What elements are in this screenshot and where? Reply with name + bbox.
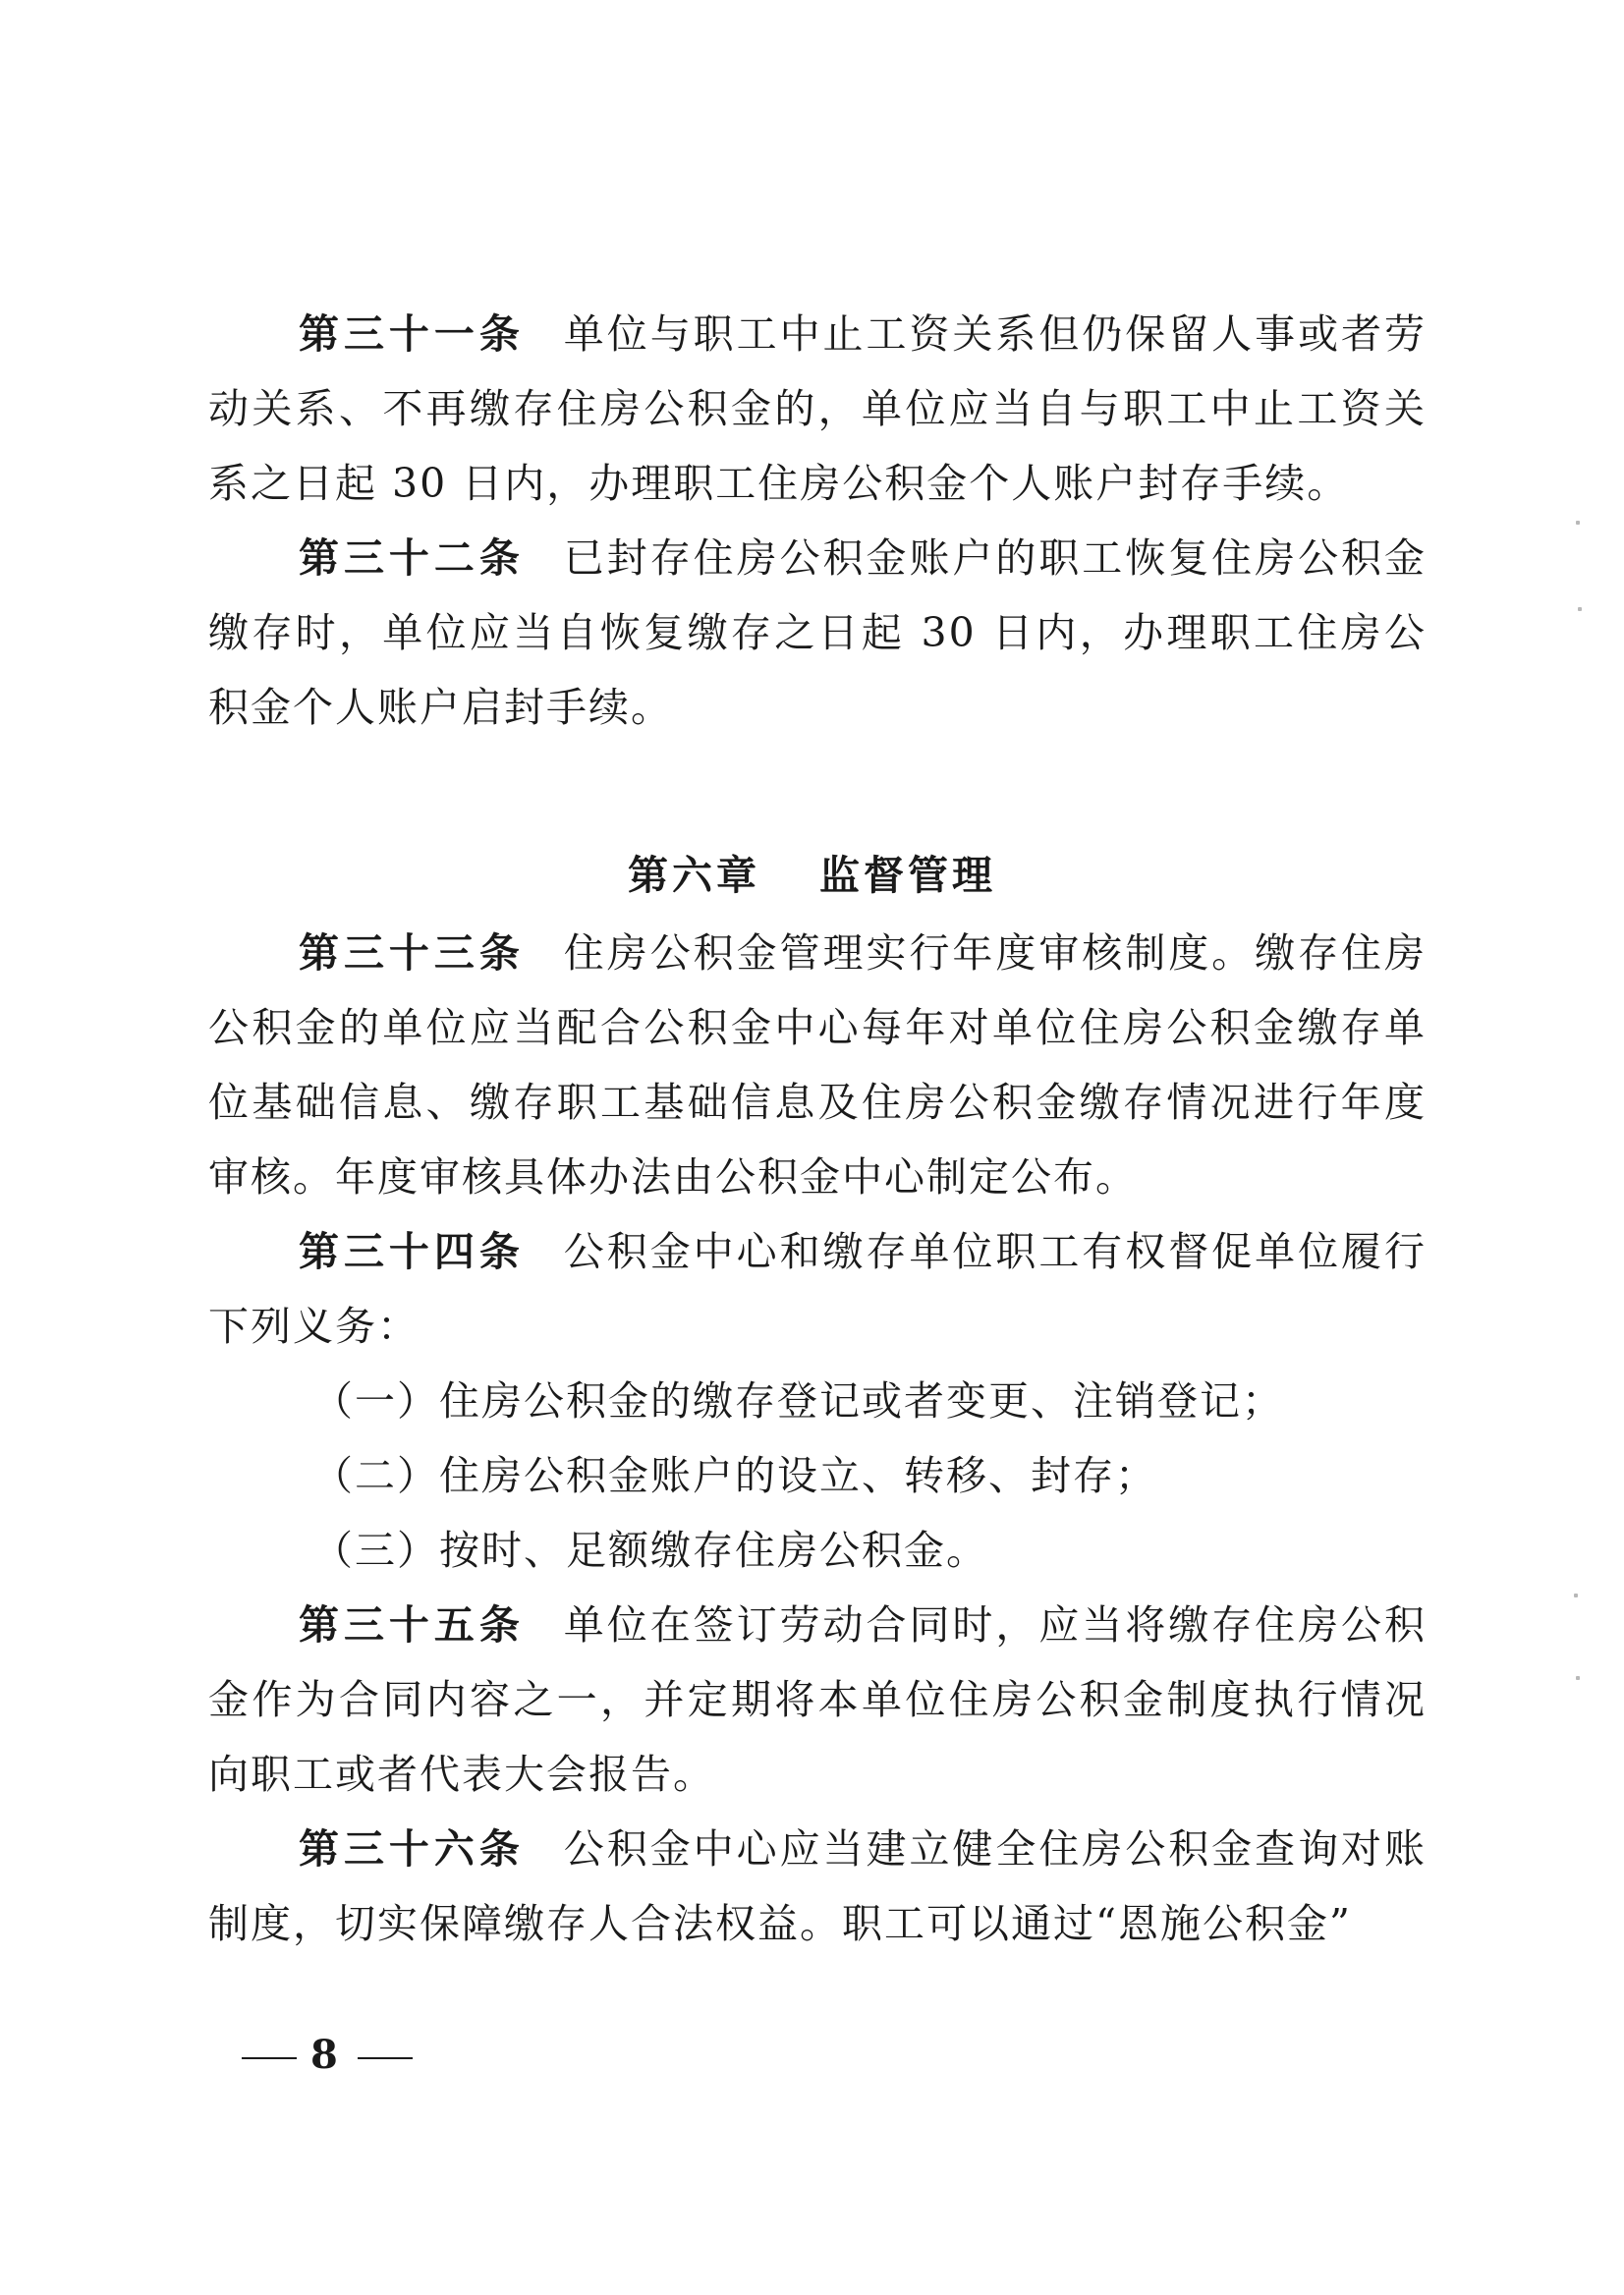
article-32-label: 第三十二条 [299,534,525,582]
chapter-heading [0,843,1624,901]
article-33-text: 住房公积金管理实行年度审核制度。缴存住房公积金的单位应当配合公积金中心每年对单位住房公积金缴存单位基础信息、缴存职工基础信息及住房公积金缴存情况进行年度审核。年度审核具体办法由公积金中心制定公布。 [208,929,1428,1201]
page-number [242,2032,413,2078]
scan-speck [1576,1676,1580,1680]
article-35 [208,1588,1427,1812]
scan-speck [1574,1594,1578,1597]
scan-speck [1578,607,1582,611]
article-34-item-2: （二）住房公积金账户的设立、转移、封存； [312,1452,1157,1499]
chapter-title: 监督管理 [819,852,996,899]
article-35-text: 单位在签订劳动合同时，应当将缴存住房公积金作为合同内容之一，并定期将本单位住房公积金制度执行情况向职工或者代表大会报告。 [208,1601,1428,1798]
scan-speck [1576,521,1580,525]
article-36-text: 公积金中心应当建立健全住房公积金查询对账制度，切实保障缴存人合法权益。职工可以通过“恩施公积金” [208,1825,1428,1947]
page-number-dash-left [242,2057,297,2059]
article-33-label: 第三十三条 [299,929,525,977]
article-34-item-3: （三）按时、足额缴存住房公积金。 [312,1527,988,1574]
articles-33-36 [208,916,1427,1961]
article-36 [208,1812,1427,1961]
article-34-text: 公积金中心和缴存单位职工有权督促单位履行下列义务： [208,1228,1428,1350]
page-number-value: 8 [310,2032,344,2078]
article-31 [208,297,1427,521]
article-34-label: 第三十四条 [299,1228,525,1275]
page-number-dash-right [358,2057,413,2059]
chapter-number: 第六章 [628,852,760,899]
article-33 [208,916,1427,1214]
article-32 [208,521,1427,745]
article-36-label: 第三十六条 [299,1825,525,1873]
article-34-item-1: （一）住房公积金的缴存登记或者变更、注销登记； [312,1377,1284,1425]
article-35-label: 第三十五条 [299,1601,525,1649]
article-32-text: 已封存住房公积金账户的职工恢复住房公积金缴存时，单位应当自恢复缴存之日起 30 日内，办理职工住房公积金个人账户启封手续。 [208,534,1428,731]
articles-31-32 [208,297,1427,745]
article-34 [208,1214,1427,1364]
article-31-text: 单位与职工中止工资关系但仍保留人事或者劳动关系、不再缴存住房公积金的，单位应当自与职工中止工资关系之日起 30 日内，办理职工住房公积金个人账户封存手续。 [208,310,1428,507]
article-31-label: 第三十一条 [299,310,525,358]
